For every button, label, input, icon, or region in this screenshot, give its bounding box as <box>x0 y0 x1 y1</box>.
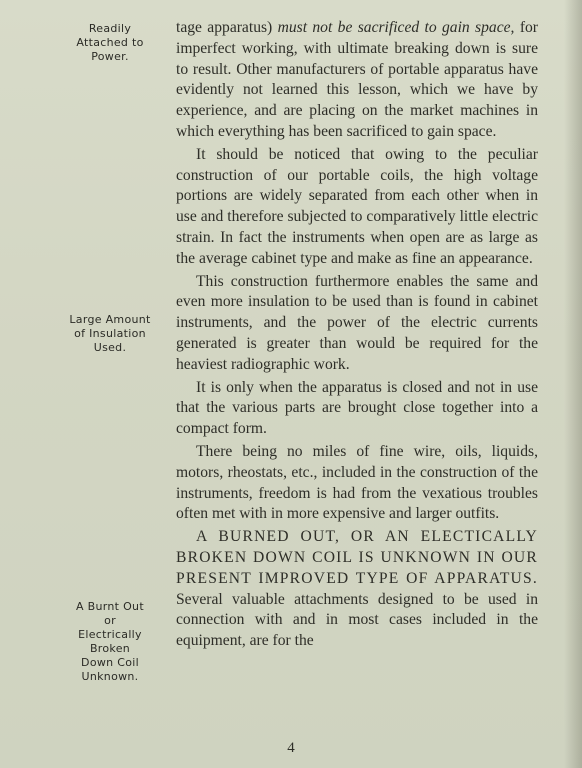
paragraph-1-emphasis: must not be sacrificed to gain space, <box>277 19 515 36</box>
paragraph-6-caps: A BURNED OUT, OR AN ELECTICALLY BROKEN DOWN COIL IS UNKNOWN IN OUR PRESENT IMPROVED TYPE OF APPARATUS. <box>176 528 538 587</box>
margin-note-line: Electrically <box>78 628 142 641</box>
body-text-column <box>176 18 538 652</box>
paragraph-6 <box>176 527 538 652</box>
paragraph-2: It should be noticed that owing to the peculiar construction of our portable coils, the high voltage portions are widely separated from each other when in use and therefore subjected to comparatively little electric strain. In fact the instruments when open are as large as the average cabinet type and make as fine an appearance. <box>176 145 538 267</box>
paragraph-6-rest: Several valuable attachments designed to be used in connection with and in most cases included in the equipment, are for the <box>176 590 538 650</box>
margin-note-burnt-out <box>52 600 168 684</box>
margin-note-line: Readily <box>88 22 132 35</box>
paragraph-5: There being no miles of fine wire, oils, liquids, motors, rheostats, etc., included in the construction of the instruments, freedom is had from the vexatious troubles often met with in more expensive and larger outfits. <box>176 442 538 523</box>
margin-note-line: Used. <box>93 341 127 354</box>
paragraph-3: This construction furthermore enables the same and even more insulation to be used than is found in cabinet instruments, and the power of the electric currents generated is greater than would be required for the heaviest radiographic work. <box>176 272 538 373</box>
margin-note-line: Attached to <box>76 36 144 49</box>
margin-note-line: Power. <box>91 50 129 63</box>
margin-note-line: of Insulation <box>74 327 146 340</box>
margin-note-line: or <box>104 614 116 627</box>
page-edge-shadow <box>564 0 582 768</box>
margin-note-line: Broken <box>89 642 131 655</box>
margin-note-line: Large Amount <box>69 313 151 326</box>
paragraph-1 <box>176 18 538 143</box>
paragraph-4: It is only when the apparatus is closed and not in use that the various parts are brought close together into a compact form. <box>176 378 538 438</box>
margin-note-line: Unknown. <box>81 670 139 683</box>
paragraph-1-start: tage apparatus) <box>176 19 273 36</box>
paragraph-1-rest: for imperfect working, with ultimate breaking down is sure to result. Other manufacturers of portable apparatus have evidently not learned this lesson, which we have by experience, and are placing on the market machines in which everything has been sacrificed to gain space. <box>176 19 538 140</box>
margin-note-line: Down Coil <box>81 656 139 669</box>
page-number: 4 <box>287 740 295 756</box>
margin-note-line: A Burnt Out <box>76 600 144 613</box>
margin-note-insulation <box>52 313 168 355</box>
margin-note-readily-attached <box>52 22 168 64</box>
